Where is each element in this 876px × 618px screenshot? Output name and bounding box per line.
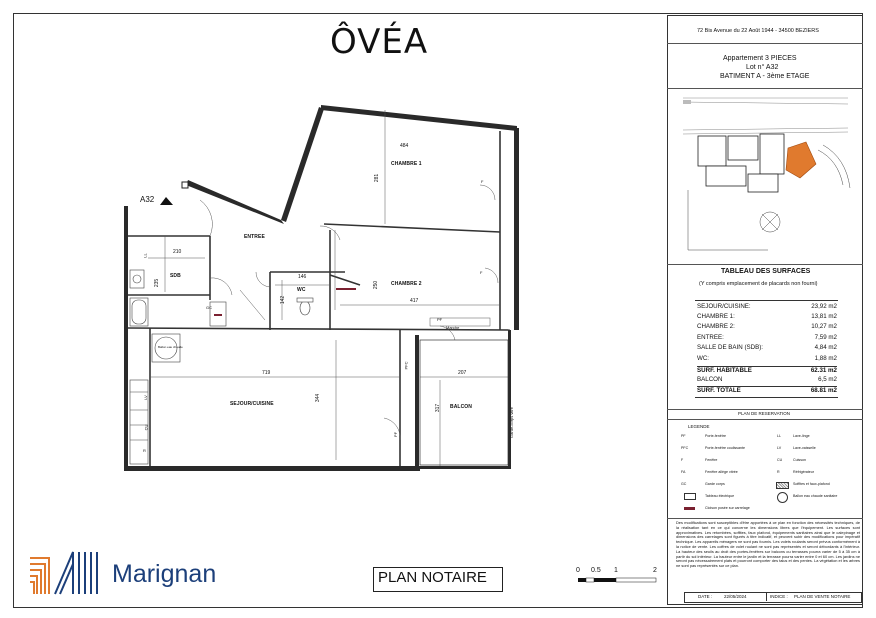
- lot-arrow-icon: [160, 197, 173, 205]
- date-label: DATE :: [698, 594, 713, 599]
- legend-text: Lave-linge: [793, 434, 810, 438]
- dim-250: 250: [373, 280, 380, 290]
- dim-484: 484: [400, 143, 409, 149]
- label-gc: GC: [206, 305, 212, 310]
- dim-344: 344: [315, 393, 322, 403]
- dim-142: 142: [280, 295, 287, 305]
- legend-code: LL: [777, 434, 781, 438]
- date-value: 22/05/2024: [724, 594, 747, 599]
- label-pfc: PFC: [403, 361, 409, 370]
- building-floor: BATIMENT A - 3ème ETAGE: [720, 73, 810, 80]
- electrical-panel-icon: [684, 493, 696, 500]
- water-heater-icon: [777, 492, 788, 503]
- surfaces-title: TABLEAU DES SURFACES: [721, 268, 811, 275]
- surface-row: SALLE DE BAIN (SDB): 4,84 m2: [697, 344, 837, 351]
- legend-code: R: [777, 470, 780, 474]
- room-sdb: SDB: [170, 273, 181, 279]
- room-chambre-1: CHAMBRE 1: [391, 161, 422, 167]
- legend-title: LEGENDE: [688, 424, 710, 429]
- surface-row: WC: 1,88 m2: [697, 355, 837, 362]
- label-bec: Ballon eau chaude: [158, 345, 183, 349]
- legend-text: Tableau électrique: [705, 494, 735, 498]
- scale-0: 0: [576, 567, 580, 574]
- label-pf1: PF: [393, 431, 399, 438]
- legend-code: FA: [681, 470, 686, 474]
- dim-281: 281: [374, 173, 381, 183]
- hatch-swatch-icon: [776, 482, 789, 489]
- legend-text: Fenêtre allège vitrée: [705, 470, 738, 474]
- legend-text: Fenêtre: [705, 458, 718, 462]
- surface-row: SEJOUR/CUISINE: 23,92 m2: [697, 303, 837, 310]
- index-label: INDICE :: [770, 594, 788, 599]
- room-chambre-2: CHAMBRE 2: [391, 281, 422, 287]
- legend-text: Porte-fenêtre: [705, 434, 726, 438]
- legend-code: PF: [681, 434, 686, 438]
- scale-05: 0.5: [591, 567, 601, 574]
- surface-row: BALCON 6,5 m2: [697, 376, 837, 383]
- lot-marker: A32: [140, 195, 155, 204]
- legend-code: PFC: [681, 446, 689, 450]
- scale-1: 1: [614, 567, 618, 574]
- legend-text: Réfrigérateur: [793, 470, 814, 474]
- scale-2: 2: [653, 567, 657, 574]
- room-wc: WC: [297, 287, 306, 293]
- legend-code: LV: [777, 446, 782, 450]
- label-lv: LV: [142, 395, 148, 400]
- scale-bar: [576, 574, 666, 586]
- company-name: Marignan: [112, 560, 217, 588]
- legend-code: CU: [777, 458, 783, 462]
- label-garde-corps: Garde-corps vitré: [508, 407, 514, 438]
- surface-row: CHAMBRE 1: 13,81 m2: [697, 313, 837, 320]
- plan-type-label: PLAN NOTAIRE: [378, 569, 487, 586]
- label-pf2: PF: [437, 317, 443, 322]
- surface-row-total: SURF. TOTALE 68.81 m2: [697, 387, 837, 394]
- index-value: PLAN DE VENTE NOTAIRE: [794, 594, 851, 599]
- label-f2: F: [480, 270, 483, 275]
- room-balcon: BALCON: [450, 404, 472, 410]
- marignan-logo-icon: [29, 550, 105, 596]
- label-f1: F: [481, 179, 484, 184]
- room-sejour: SEJOUR/CUISINE: [230, 401, 274, 407]
- label-r: R: [143, 448, 146, 453]
- label-marche: Marche: [446, 325, 460, 330]
- reservation-title: PLAN DE RESERVATION: [738, 411, 791, 416]
- apartment-type: Appartement 3 PIECES: [723, 55, 797, 62]
- surface-row: CHAMBRE 2: 10,27 m2: [697, 323, 837, 330]
- exterior-walls: [124, 105, 519, 471]
- surface-row: ENTREE: 7,59 m2: [697, 334, 837, 341]
- legend-text: Porte-fenêtre coulissante: [705, 446, 745, 450]
- dim-417: 417: [410, 298, 419, 304]
- site-plan-thumbnail: [668, 90, 862, 260]
- legend-text: Cloison posée sur carrelage: [705, 506, 750, 510]
- legend-code: F: [681, 458, 684, 462]
- dim-207: 207: [458, 370, 467, 376]
- legend-text: Ballon eau chaude sanitaire: [793, 494, 838, 498]
- legend-text: Lave-vaisselle: [793, 446, 816, 450]
- legend-code: GC: [681, 482, 687, 486]
- partition-swatch-icon: [684, 507, 695, 510]
- dim-719: 719: [262, 370, 271, 376]
- legend-text: Soffites et faux-plafond: [793, 482, 830, 486]
- legend-text: Cuisson: [793, 458, 806, 462]
- dim-235: 235: [154, 278, 161, 288]
- label-cu: CU: [143, 424, 149, 431]
- dim-210: 210: [173, 249, 182, 255]
- project-title: ÔVÉA: [330, 22, 429, 62]
- dim-317: 317: [435, 403, 442, 413]
- room-entree: ENTREE: [244, 234, 265, 240]
- lot-number: Lot n° A32: [746, 64, 779, 71]
- surfaces-subtitle: (Y compris emplacement de placards non fourni): [699, 281, 818, 287]
- legend-text: Garde corps: [705, 482, 725, 486]
- label-ll: LL: [142, 253, 148, 258]
- address: 72 Bis Avenue du 22 Août 1944 - 34500 BEZIERS: [697, 28, 819, 34]
- dim-146: 146: [298, 274, 307, 280]
- disclaimer: Des modifications sont susceptibles d'être apportées à ce plan en fonction des nécessités techniques, de la réalisation tant en ce qui concerne les dimensions libres que l'équipement. Les surfaces sont approximatives. Les retombées, soffites, faux plafond, équipements sanitaires ainsi que le calepinage et dimensions des carrelages sont figurés à titre indicatif, et peuvent subir des modifications pour impératif technique. Les appareils ménagers ne sont pas fournis. Les volets roulants seront prévus conformément à la notice de vente. Les coffres de volet roulant ne sont pas représentés et seront débordants à l'intérieur. La hauteur des seuils au droit des portes-fenêtres sur balcons ou terrasses pourra varier de 5 à 35 cm à partir du sol intérieur. La hauteur entre le jardin et la terrasse pourra varier entre 0 et 60 cm. Les jardins ne seront pas nécessairement plats et pourront comporter des talus et des pentes. La végétation et les arbres ne sont pas représentés sur ce plan.: [676, 521, 860, 569]
- surface-row-total: SURF. HABITABLE 62.31 m2: [697, 367, 837, 374]
- interior-walls: [128, 131, 510, 466]
